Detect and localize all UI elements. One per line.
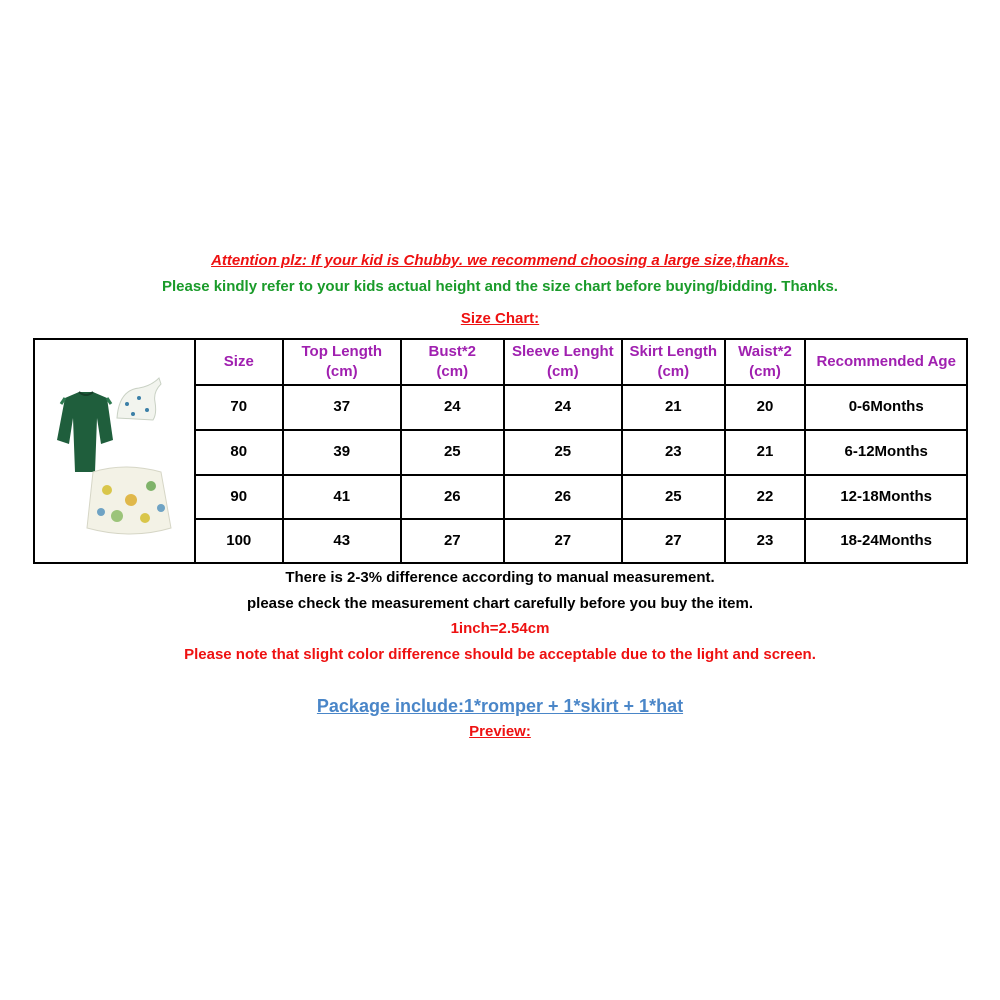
size-chart-title: Size Chart: <box>460 310 540 327</box>
cell-waist: 20 <box>725 385 806 430</box>
table-row <box>196 519 966 562</box>
inch-conversion-note: 1inch=2.54cm <box>450 620 550 637</box>
preview-label: Preview: <box>469 723 531 740</box>
size-chart <box>33 338 968 564</box>
cell-top-length: 41 <box>283 475 401 520</box>
outfit-photo-icon <box>35 340 194 562</box>
size-table <box>196 340 966 562</box>
cell-size: 70 <box>196 385 283 430</box>
product-photo <box>35 340 196 562</box>
cell-top-length: 39 <box>283 430 401 475</box>
cell-waist: 22 <box>725 475 806 520</box>
cell-sleeve-length: 24 <box>504 385 622 430</box>
color-difference-note: Please note that slight color difference should be acceptable due to the light and screen. <box>184 646 816 663</box>
table-row <box>196 430 966 475</box>
cell-sleeve-length: 26 <box>504 475 622 520</box>
cell-waist: 21 <box>725 430 806 475</box>
cell-size: 80 <box>196 430 283 475</box>
cell-sleeve-length: 27 <box>504 519 622 562</box>
table-header-row <box>196 340 966 385</box>
cell-skirt-length: 25 <box>622 475 725 520</box>
cell-bust: 27 <box>401 519 504 562</box>
header-recommended-age: Recommended Age <box>805 340 966 385</box>
cell-top-length: 43 <box>283 519 401 562</box>
header-waist: Waist*2 (cm) <box>725 340 806 385</box>
table-row <box>196 385 966 430</box>
cell-bust: 26 <box>401 475 504 520</box>
header-sleeve-length: Sleeve Lenght (cm) <box>504 340 622 385</box>
cell-size: 100 <box>196 519 283 562</box>
cell-top-length: 37 <box>283 385 401 430</box>
cell-waist: 23 <box>725 519 806 562</box>
measurement-difference-note: There is 2-3% difference according to manual measurement. <box>285 569 715 586</box>
header-top-length: Top Length (cm) <box>283 340 401 385</box>
refer-notice: Please kindly refer to your kids actual height and the size chart before buying/bidding. Thanks. <box>162 278 838 295</box>
cell-skirt-length: 27 <box>622 519 725 562</box>
package-include-text: Package include:1*romper + 1*skirt + 1*hat <box>316 696 684 716</box>
header-bust: Bust*2 (cm) <box>401 340 504 385</box>
header-skirt-length: Skirt Length (cm) <box>622 340 725 385</box>
attention-notice: Attention plz: If your kid is Chubby. we recommend choosing a large size,thanks. <box>211 252 789 269</box>
cell-age: 18-24Months <box>805 519 966 562</box>
cell-age: 6-12Months <box>805 430 966 475</box>
header-size: Size <box>196 340 283 385</box>
cell-age: 12-18Months <box>805 475 966 520</box>
table-row <box>196 475 966 520</box>
cell-size: 90 <box>196 475 283 520</box>
cell-age: 0-6Months <box>805 385 966 430</box>
cell-bust: 24 <box>401 385 504 430</box>
cell-skirt-length: 21 <box>622 385 725 430</box>
cell-sleeve-length: 25 <box>504 430 622 475</box>
check-chart-note: please check the measurement chart carefully before you buy the item. <box>246 595 753 612</box>
cell-skirt-length: 23 <box>622 430 725 475</box>
cell-bust: 25 <box>401 430 504 475</box>
